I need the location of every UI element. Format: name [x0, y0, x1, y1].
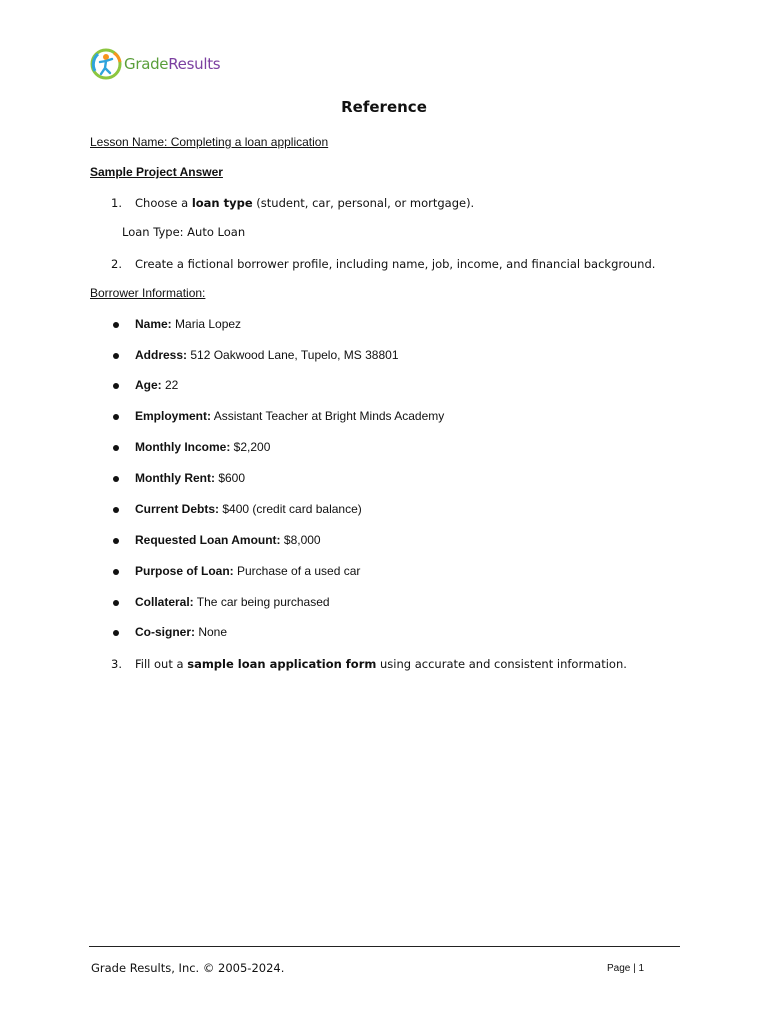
list-item-text: Employment: Assistant Teacher at Bright Minds Academy — [135, 409, 445, 423]
bullet-icon — [113, 630, 119, 636]
loan-type-answer: Loan Type: Auto Loan — [122, 225, 246, 239]
list-item-text: Current Debts: $400 (credit card balance) — [135, 502, 362, 516]
bullet-icon — [113, 476, 119, 482]
bullet-icon — [113, 507, 119, 513]
list-item-text: Purpose of Loan: Purchase of a used car — [135, 564, 361, 578]
list-item-text: Collateral: The car being purchased — [135, 595, 330, 609]
page-title: Reference — [341, 98, 427, 116]
bullet-icon — [113, 600, 119, 606]
borrower-heading: Borrower Information: — [90, 286, 206, 300]
bullet-icon — [113, 383, 119, 389]
list-item-text: Co-signer: None — [135, 625, 228, 639]
bullet-icon — [113, 322, 119, 328]
list-item-text: Monthly Rent: $600 — [135, 471, 246, 485]
step-number: 2. — [111, 257, 122, 271]
bullet-icon — [113, 353, 119, 359]
list-item-text: Age: 22 — [135, 378, 179, 392]
list-item-text: Requested Loan Amount: $8,000 — [135, 533, 321, 547]
page-number: Page | 1 — [607, 963, 645, 974]
step-number: 3. — [111, 657, 122, 671]
grade-results-logo — [89, 44, 220, 84]
logo-wordmark: GradeResults — [124, 55, 221, 73]
bullet-icon — [113, 445, 119, 451]
section-heading: Sample Project Answer — [90, 165, 223, 179]
footer-copyright: Grade Results, Inc. © 2005-2024. — [91, 961, 285, 975]
bullet-icon — [113, 538, 119, 544]
list-item-text: Monthly Income: $2,200 — [135, 440, 271, 454]
lesson-name: Lesson Name: Completing a loan application — [90, 135, 329, 149]
bullet-icon — [113, 414, 119, 420]
step-text: Create a fictional borrower profile, including name, job, income, and financial background. — [135, 257, 656, 271]
logo-mark-icon — [89, 47, 123, 81]
footer-divider — [89, 946, 680, 947]
step-text: Fill out a sample loan application form using accurate and consistent information. — [135, 657, 627, 671]
step-text: Choose a loan type (student, car, personal, or mortgage). — [135, 196, 475, 210]
bullet-icon — [113, 569, 119, 575]
list-item-text: Address: 512 Oakwood Lane, Tupelo, MS 38801 — [135, 348, 399, 362]
step-number: 1. — [111, 196, 122, 210]
list-item-text: Name: Maria Lopez — [135, 317, 242, 331]
